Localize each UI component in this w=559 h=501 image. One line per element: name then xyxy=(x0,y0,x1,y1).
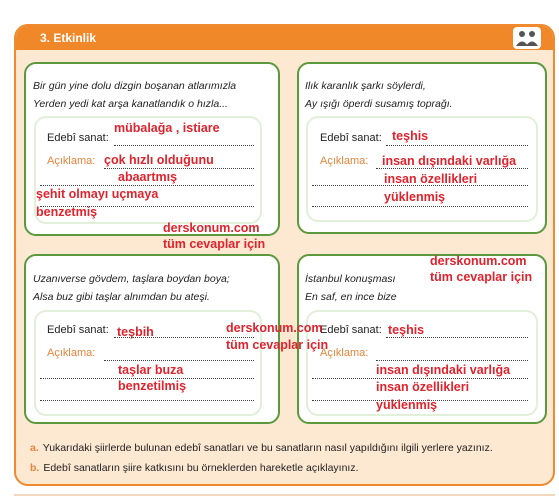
handwritten-answer: insan dışındaki varlığa xyxy=(376,363,511,377)
aciklama-label: Açıklama: xyxy=(320,347,369,359)
watermark-note: tüm cevaplar için xyxy=(163,237,266,251)
poem-line: Bir gün yine dolu dizgin boşanan atlarımızla xyxy=(33,80,237,92)
handwritten-answer: insan özellikleri xyxy=(376,380,470,394)
handwritten-answer: yüklenmiş xyxy=(376,398,438,412)
handwritten-answer: mübalağa , istiare xyxy=(114,121,220,135)
poem-line: Ay ışığı öperdi susamış toprağı. xyxy=(305,98,453,110)
handwritten-answer: yüklenmiş xyxy=(384,190,446,204)
instruction-letter: b. xyxy=(30,462,40,474)
aciklama-label: Açıklama: xyxy=(47,347,96,359)
handwritten-answer: teşhis xyxy=(388,323,425,337)
handwritten-answer: taşlar buza xyxy=(118,363,184,377)
answer-line xyxy=(40,400,254,401)
poem-line: Alsa buz gibi taşlar alnımdan bu ateşi. xyxy=(33,291,210,303)
sanat-label: Edebî sanat: xyxy=(320,324,382,336)
poem-line: Yerden yedi kat arşa kanatlandık o hızla... xyxy=(33,98,228,110)
instruction-text: Yukarıdaki şiirlerde bulunan edebî sanatları ve bu sanatların nasıl yapıldığını ilgili yerlere yazınız. xyxy=(42,442,493,454)
answer-line xyxy=(376,360,528,361)
sanat-label: Edebî sanat: xyxy=(47,132,109,144)
handwritten-answer: teşbih xyxy=(117,325,154,339)
instruction-a xyxy=(30,442,493,454)
instruction-text: Edebî sanatların şiire katkısını bu örneklerden hareketle açıklayınız. xyxy=(43,462,359,474)
instruction-b xyxy=(30,462,359,474)
handwritten-answer: çok hızlı olduğunu xyxy=(104,153,214,167)
activity-title: 3. Etkinlik xyxy=(40,31,97,45)
handwritten-answer: şehit olmayı uçmaya xyxy=(36,187,159,201)
answer-line xyxy=(312,206,528,207)
divider xyxy=(14,494,555,496)
poem-line: En saf, en ince bize xyxy=(305,291,397,303)
sanat-label: Edebî sanat: xyxy=(320,132,382,144)
answer-line xyxy=(104,360,254,361)
handwritten-answer: benzetmiş xyxy=(36,205,98,219)
handwritten-answer: insan özellikleri xyxy=(384,172,478,186)
answer-line xyxy=(114,145,254,146)
watermark-site: derskonum.com xyxy=(163,221,260,235)
watermark-site: derskonum.com xyxy=(430,254,527,268)
watermark-note: tüm cevaplar için xyxy=(226,338,329,352)
poem-line: İstanbul konuşması xyxy=(305,273,396,285)
aciklama-label: Açıklama: xyxy=(320,155,369,167)
answer-line xyxy=(386,145,528,146)
handwritten-answer: abaartmış xyxy=(118,170,178,184)
group-people-icon xyxy=(513,27,541,49)
handwritten-answer: benzetilmiş xyxy=(118,379,187,393)
aciklama-label: Açıklama: xyxy=(47,155,96,167)
watermark-note: tüm cevaplar için xyxy=(430,270,533,284)
instruction-letter: a. xyxy=(30,442,39,454)
sanat-label: Edebî sanat: xyxy=(47,324,109,336)
poem-line: Ilık karanlık şarkı söylerdi, xyxy=(305,80,426,92)
watermark-site: derskonum.com xyxy=(226,321,323,335)
activity-header xyxy=(16,26,553,50)
handwritten-answer: insan dışındaki varlığa xyxy=(382,154,517,168)
handwritten-answer: teşhis xyxy=(392,129,429,143)
poem-line: Uzanıverse gövdem, taşlara boydan boya; xyxy=(33,273,230,285)
